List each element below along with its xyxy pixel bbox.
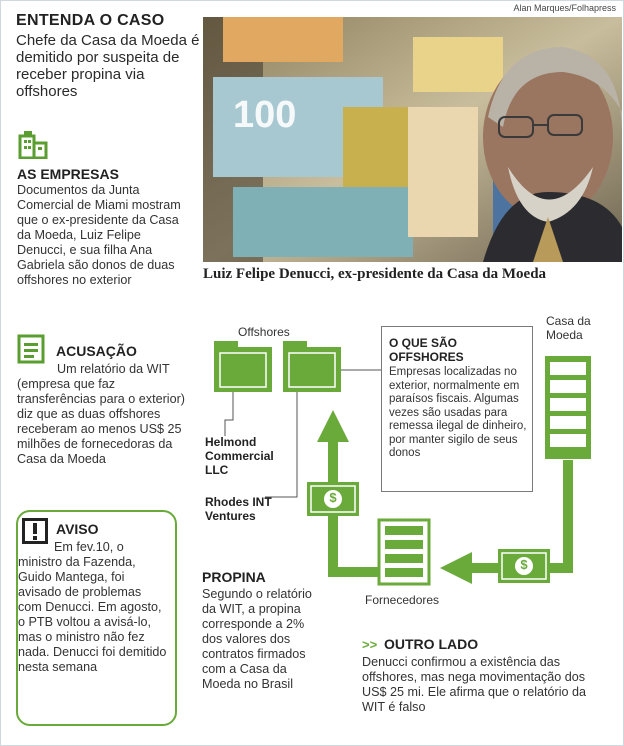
outro-lado-text: Denucci confirmou a existência das offshores, mas nega movimentação dos US$ 25 mi. Ele afirma que o relatório da WIT é falso bbox=[362, 655, 587, 714]
casa-da-moeda-icon bbox=[545, 356, 591, 459]
banknote-value: 100 bbox=[233, 94, 297, 136]
aviso-text: Em fev.10, o ministro da Fazenda, Guido Mantega, foi avisado de problemas com Denucci. Em agosto, o PTB voltou a avisá-lo, mas o ministro não fez nada. Denucci foi demitido nesta semana bbox=[18, 540, 167, 674]
propina-text: Segundo o relatório da WIT, a propina corresponde a 2% dos valores dos contratos firmados com a Casa da Moeda no Brasil bbox=[202, 587, 312, 691]
empresas-title: AS EMPRESAS bbox=[17, 166, 119, 182]
offshores-info-text: Empresas localizadas no exterior, normalmente em paraísos fiscais. Algumas vezes são usadas para remessa ilegal de dinheiro, por manter sigilo de seus donos bbox=[389, 366, 527, 459]
propina-title: PROPINA bbox=[202, 569, 266, 585]
acusacao-text: Um relatório da WIT (empresa que faz transferências para o exterior) diz que as duas offshores receberam ao menos US$ 25 milhões de fornecedoras da Casa da Moeda bbox=[17, 362, 185, 466]
fornecedores-icon bbox=[379, 520, 429, 584]
page-subtitle: Chefe da Casa da Moeda é demitido por suspeita de receber propina via offshores bbox=[16, 32, 200, 100]
dollar-symbol: $ bbox=[329, 490, 337, 505]
acusacao-title: ACUSAÇÃO bbox=[56, 343, 137, 359]
offshores-label: Offshores bbox=[238, 325, 290, 339]
casa-da-moeda-label: Casa da Moeda bbox=[546, 314, 591, 342]
photo-credit: Alan Marques/Folhapress bbox=[513, 3, 616, 13]
rhodes-label: Rhodes INT Ventures bbox=[205, 495, 272, 523]
dollar-symbol: $ bbox=[520, 557, 528, 572]
offshore-folder-rhodes bbox=[283, 341, 341, 392]
page-title: ENTENDA O CASO bbox=[16, 12, 165, 29]
outro-lado-title: OUTRO LADO bbox=[384, 636, 479, 652]
offshore-folder-helmond bbox=[214, 341, 272, 392]
offshores-info-title: O QUE SÃO OFFSHORES bbox=[389, 336, 464, 364]
empresas-text: Documentos da Junta Comercial de Miami mostram que o ex-presidente da Casa da Moeda, Luiz Felipe Denucci, e sua filha Ana Gabriela são donos de duas offshores no exterior bbox=[17, 183, 181, 287]
fornecedores-label: Fornecedores bbox=[365, 593, 440, 607]
helmond-label: Helmond Commercial LLC bbox=[205, 435, 274, 477]
photo-caption: Luiz Felipe Denucci, ex-presidente da Casa da Moeda bbox=[203, 266, 547, 282]
outro-lado-marker: >> bbox=[362, 637, 378, 652]
aviso-title: AVISO bbox=[56, 521, 99, 537]
